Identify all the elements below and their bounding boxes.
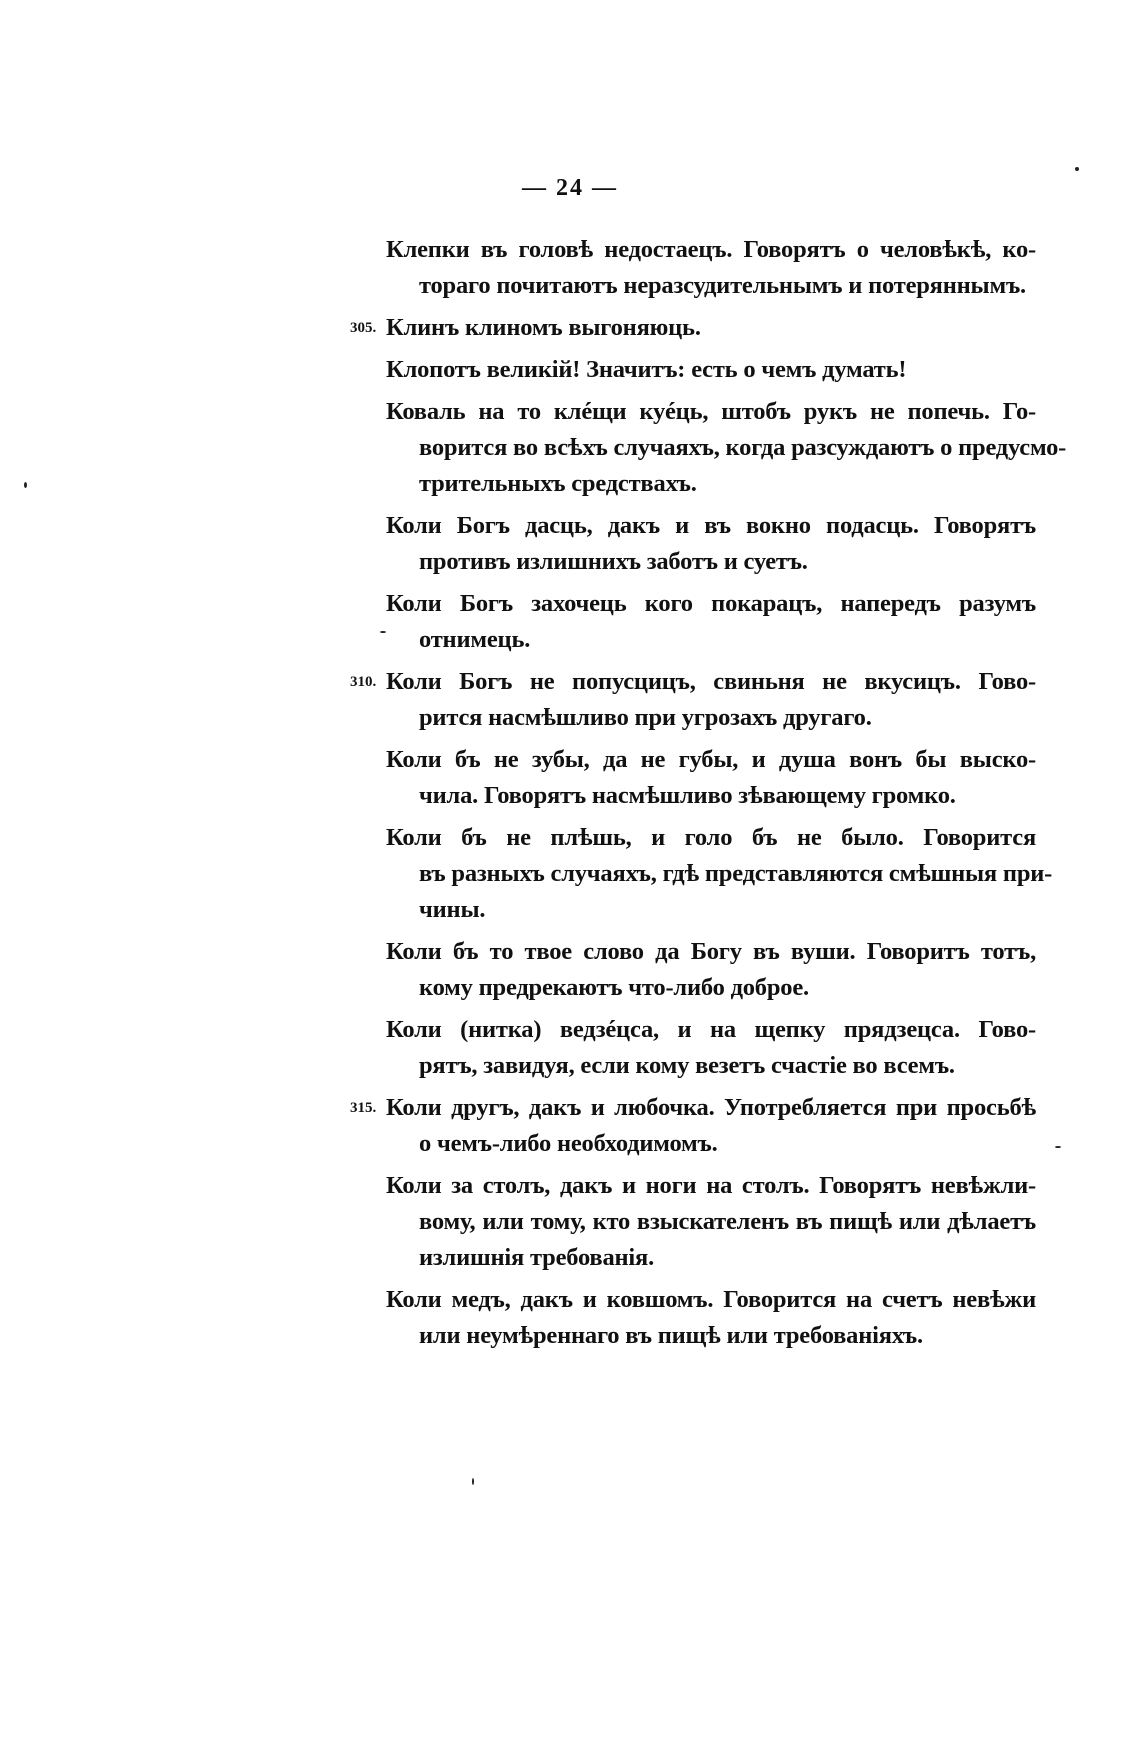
entry-line: Коли медъ, дакъ и ковшомъ. Говорится на счетъ невѣжи	[386, 1286, 1036, 1313]
proverb-entry	[350, 310, 1036, 346]
proverb-entry	[350, 1090, 1036, 1162]
proverb-entry	[386, 232, 1036, 304]
entry-line: отнимець.	[419, 626, 531, 653]
entry-line: Коли Богъ дасць, дакъ и въ вокно подасць. Говорятъ	[386, 512, 1036, 539]
proverb-entry	[386, 934, 1036, 1006]
entry-line: рятъ, завидуя, если кому везетъ счастіе во всемъ.	[419, 1052, 955, 1079]
entry-line: Коли за столъ, дакъ и ноги на столъ. Говорятъ невѣжли-	[386, 1172, 1036, 1199]
entry-line: чины.	[419, 896, 486, 923]
entry-line: тораго почитаютъ неразсудительнымъ и потеряннымъ.	[419, 272, 1026, 299]
entry-line: Коли Богъ захочець кого покарацъ, напередъ разумъ	[386, 590, 1036, 617]
proverb-entry	[386, 1012, 1036, 1084]
scan-speck	[380, 631, 386, 633]
entry-line: Коли (нитка) ведзéцса, и на щепку прядзецса. Гово-	[386, 1016, 1036, 1043]
proverb-entry	[386, 742, 1036, 814]
scan-speck	[472, 1478, 474, 1485]
proverb-entry	[386, 394, 1067, 502]
entry-line: Коли Богъ не попусцицъ, свиньня не вкусицъ. Гово-	[386, 668, 1036, 695]
entry-line: Коли бъ то твое слово да Богу въ вуши. Говоритъ тотъ,	[386, 938, 1036, 965]
proverb-entry	[386, 508, 1036, 580]
entry-line: трительныхъ средствахъ.	[419, 470, 697, 497]
entry-number: 305.	[350, 320, 377, 336]
entry-line: Клепки въ головѣ недостаецъ. Говорятъ о человѣкѣ, ко-	[386, 236, 1036, 263]
entry-line: вому, или тому, кто взыскателенъ въ пищѣ или дѣлаетъ	[419, 1208, 1036, 1235]
scan-speck	[24, 482, 27, 488]
page-number: — 24 —	[522, 175, 618, 201]
proverb-entry	[386, 352, 1036, 388]
proverb-list	[350, 232, 1067, 1360]
entry-line: излишнія требованія.	[419, 1244, 654, 1271]
scan-speck	[1055, 1146, 1061, 1148]
entry-number: 310.	[350, 674, 377, 690]
proverb-entry	[386, 1282, 1036, 1354]
entry-line: въ разныхъ случаяхъ, гдѣ представляются смѣшныя при-	[419, 860, 1053, 887]
entry-line: рится насмѣшливо при угрозахъ другаго.	[419, 704, 872, 731]
proverb-entry	[350, 664, 1036, 736]
entry-line: кому предрекаютъ что-либо доброе.	[419, 974, 809, 1001]
entry-line: о чемъ-либо необходимомъ.	[419, 1130, 718, 1157]
entry-line: Клопотъ великій! Значитъ: есть о чемъ думать!	[386, 356, 907, 383]
entry-line: противъ излишнихъ заботъ и суетъ.	[419, 548, 808, 575]
entry-line: Коли бъ не зубы, да не губы, и душа вонъ бы выско-	[386, 746, 1036, 773]
entry-line: чила. Говорятъ насмѣшливо зѣвающему громко.	[419, 782, 956, 809]
entry-line: Коли бъ не плѣшь, и голо бъ не было. Говорится	[386, 824, 1036, 851]
entry-line: Коли другъ, дакъ и любочка. Употребляется при просьбѣ	[386, 1094, 1036, 1121]
proverb-entry	[386, 586, 1036, 658]
entry-number: 315.	[350, 1100, 377, 1116]
entry-line: или неумѣреннаго въ пищѣ или требованіяхъ.	[419, 1322, 923, 1349]
entry-line: ворится во всѣхъ случаяхъ, когда разсуждаютъ о предусмо-	[419, 434, 1067, 461]
proverb-entry	[386, 820, 1053, 928]
scan-speck	[1075, 167, 1079, 171]
entry-line: Коваль на то клéщи куéць, штобъ рукъ не попечь. Го-	[386, 398, 1036, 425]
entry-line: Клинъ клиномъ выгоняюць.	[386, 314, 701, 341]
proverb-entry	[386, 1168, 1036, 1276]
